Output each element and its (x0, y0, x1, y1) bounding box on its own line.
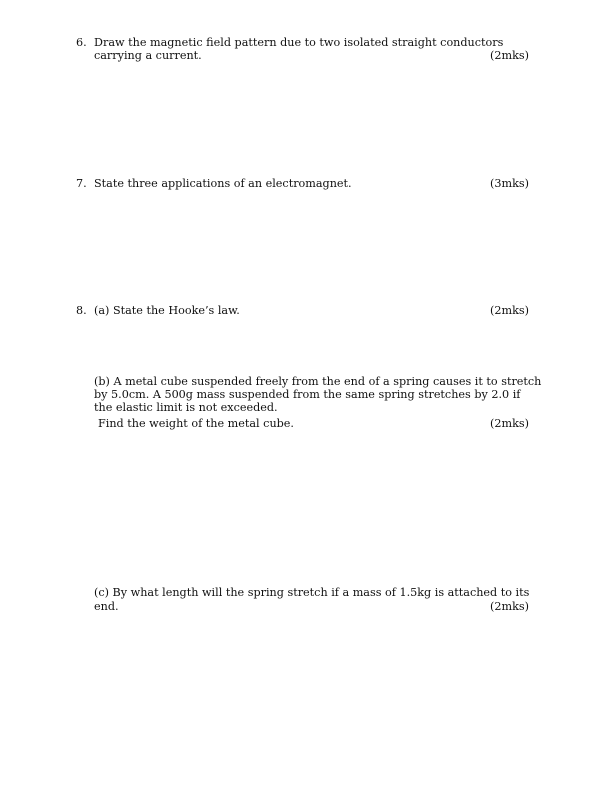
question-8a-text: (a) State the Hooke’s law. (94, 304, 240, 317)
question-6-text-line1: Draw the magnetic field pattern due to two isolated straight conductors (94, 36, 504, 49)
question-8b-marks: (2mks) (490, 417, 529, 430)
question-8b-text-line4: Find the weight of the metal cube. (98, 417, 294, 430)
question-6-number: 6. (76, 36, 87, 49)
question-8-number: 8. (76, 304, 87, 317)
question-7-marks: (3mks) (490, 177, 529, 190)
question-8b-text-line3: the elastic limit is not exceeded. (94, 401, 278, 414)
question-6-text-line2: carrying a current. (94, 49, 202, 62)
question-8a-marks: (2mks) (490, 304, 529, 317)
question-8b-text-line2: by 5.0cm. A 500g mass suspended from the same spring stretches by 2.0 if (94, 388, 521, 401)
question-7-number: 7. (76, 177, 87, 190)
question-8c-marks: (2mks) (490, 600, 529, 613)
question-8c-text-line2: end. (94, 600, 119, 613)
question-8b-text-line1: (b) A metal cube suspended freely from the end of a spring causes it to stretch (94, 375, 542, 388)
question-7-text: State three applications of an electromagnet. (94, 177, 352, 190)
question-6-marks: (2mks) (490, 49, 529, 62)
question-8c-text-line1: (c) By what length will the spring stretch if a mass of 1.5kg is attached to its (94, 586, 530, 599)
